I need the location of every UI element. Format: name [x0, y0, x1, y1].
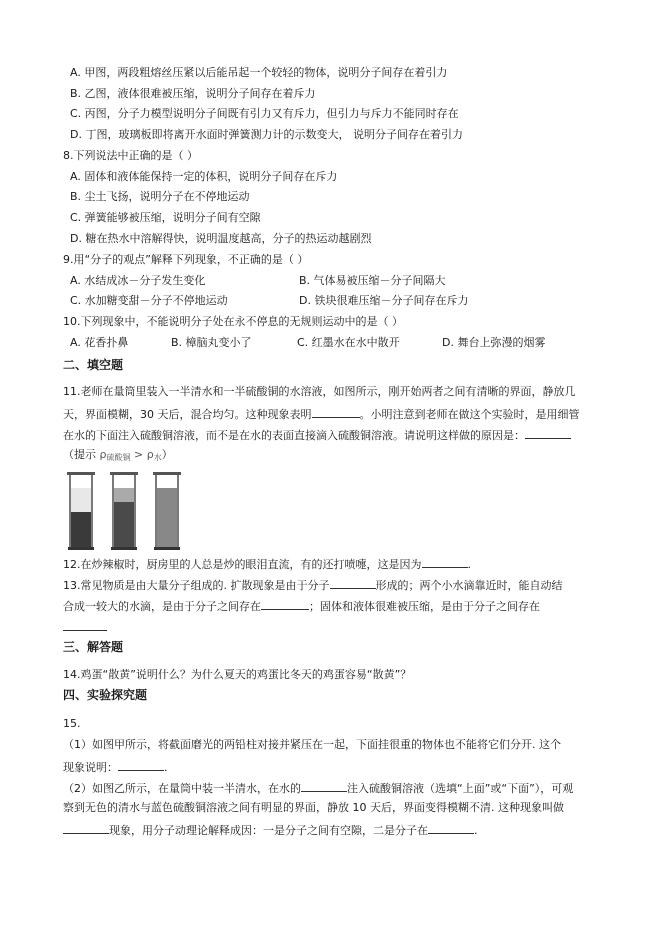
rho-symbol-2: ρ	[146, 448, 154, 461]
q7-option-d: D. 丁图，玻璃板即将离开水面时弹簧测力计的示数变大， 说明分子间存在着引力	[70, 128, 463, 141]
q11-blank-2[interactable]	[525, 427, 571, 439]
cylinder-3	[153, 472, 181, 550]
q13-blank-2[interactable]	[261, 598, 309, 610]
q13-line1-a: 13.常见物质是由大量分子组成的. 扩散现象是由于分子	[63, 579, 330, 592]
q15-part2-line1	[63, 780, 621, 796]
q8-stem: 8.下列说法中正确的是（ ）	[63, 149, 198, 162]
q11-line2-b: 。小明注意到老师在做这个实验时，是用细管	[359, 408, 580, 421]
q11-line2-a: 天，界面模糊，30 天后，混合均匀。这种现象表明	[63, 408, 312, 421]
q15-part2-b: 注入硫酸铜溶液（选填“上面”或“下面”），可观	[347, 782, 574, 795]
q10-stem: 10.下列现象中，不能说明分子处在永不停息的无规则运动中的是（ ）	[63, 315, 403, 328]
q8-option-b: B. 尘土飞扬，说明分子在不停地运动	[70, 190, 250, 203]
q15-number: 15.	[63, 717, 81, 730]
q7-option-c: C. 丙图，分子力模型说明分子间既有引力又有斥力，但引力与斥力不能同时存在	[70, 107, 459, 120]
q15-part1-line1: （1）如图甲所示，将截面磨光的两铅柱对接并紧压在一起，下面挂很重的物体也不能将它们分开. 这个	[63, 738, 561, 751]
q9-option-c: C. 水加糖变甜－分子不停地运动	[70, 294, 228, 307]
q15-blank-1[interactable]	[118, 759, 164, 771]
q9-option-d: D. 铁块很难压缩－分子间存在斥力	[299, 294, 469, 307]
q13-line3	[63, 619, 621, 635]
cylinder-1	[67, 472, 95, 550]
q12-text: 12.在炒辣椒时，厨房里的人总是炒的眼泪直流，有的还打喷嚏，这是因为	[63, 558, 422, 571]
rho-subscript-water: 水	[153, 453, 162, 462]
q9-stem: 9.用“分子的观点”解释下列现象，不正确的是（ ）	[63, 253, 309, 266]
three-cylinders-figure	[65, 468, 185, 552]
q13-blank-1[interactable]	[330, 577, 376, 589]
q13-line2-b: ；固体和液体很难被压缩，是由于分子之间存在	[309, 600, 540, 613]
q8-option-c: C. 弹簧能够被压缩，说明分子间有空隙	[70, 211, 261, 224]
q15-blank-4[interactable]	[428, 822, 474, 834]
q9-option-b: B. 气体易被压缩－分子间隔大	[299, 274, 446, 287]
q15-part1-line2	[63, 759, 621, 775]
q7-option-b: B. 乙图，液体很难被压缩，说明分子间存在着斥力	[70, 87, 316, 100]
q11-blank-1[interactable]	[312, 406, 360, 418]
q11-line3	[63, 427, 621, 443]
q12-line	[63, 556, 621, 572]
cylinder-2	[110, 472, 138, 550]
q13-line2-a: 合成一较大的水滴，是由于分子之间存在	[63, 600, 261, 613]
rho-symbol-1: ρ	[99, 448, 107, 461]
q12-blank[interactable]	[422, 556, 468, 568]
q11-line2	[63, 406, 621, 422]
q15-part1-end: .	[164, 761, 168, 774]
section-heading-fill-in: 二、填空题	[63, 358, 124, 372]
section-heading-answer: 三、解答题	[63, 640, 124, 654]
q15-part2-line2: 察到无色的清水与蓝色硫酸铜溶液之间有明显的界面，静放 10 天后，界面变得模糊不清. 这种现象叫做	[63, 801, 564, 814]
q11-line1: 11.老师在量筒里装入一半清水和一半硫酸铜的水溶液，如图所示，刚开始两者之间有清晰的界面，静放几	[63, 385, 576, 398]
q11-hint	[63, 448, 621, 463]
q11-hint-open: （提示	[63, 448, 96, 461]
rho-subscript-copper-sulfate: 硫酸铜	[106, 453, 131, 462]
q10-option-b: B. 樟脑丸变小了	[171, 336, 252, 349]
q8-option-a: A. 固体和液体能保持一定的体积，说明分子间存在斥力	[70, 170, 338, 183]
q15-part2-a: （2）如图乙所示，在量筒中装一半清水，在水的	[63, 782, 301, 795]
q8-option-d: D. 糖在热水中溶解得快，说明温度越高，分子的热运动越剧烈	[70, 232, 372, 245]
section-heading-experiment: 四、实验探究题	[63, 688, 148, 702]
q13-blank-3[interactable]	[63, 619, 107, 631]
q13-line2	[63, 598, 621, 614]
q11-hint-close: ）	[161, 448, 173, 461]
q9-option-a: A. 水结成冰－分子发生变化	[70, 274, 206, 287]
q15-part2-e: .	[474, 824, 478, 837]
q13-line1	[63, 577, 621, 593]
q11-line3-text: 在水的下面注入硫酸铜溶液，而不是在水的表面直接滴入硫酸铜溶液。请说明这样做的原因是：	[63, 429, 525, 442]
q15-part1-prefix: 现象说明：	[63, 761, 118, 774]
q15-part2-line3	[63, 822, 621, 838]
q10-option-a: A. 花香扑鼻	[70, 336, 129, 349]
q12-end: .	[467, 558, 471, 571]
q10-option-c: C. 红墨水在水中散开	[297, 336, 400, 349]
q14-text: 14.鸡蛋“散黄”说明什么？为什么夏天的鸡蛋比冬天的鸡蛋容易“散黄”？	[63, 668, 412, 681]
q13-line1-b: 形成的；两个小水滴靠近时，能自动结	[375, 579, 563, 592]
q7-option-a: A. 甲图，两段粗熔丝压紧以后能吊起一个较轻的物体，说明分子间存在着引力	[70, 66, 448, 79]
q15-blank-3[interactable]	[63, 822, 109, 834]
q15-blank-2[interactable]	[301, 780, 347, 792]
greater-than-sign: >	[130, 448, 147, 461]
q10-option-d: D. 舞台上弥漫的烟雾	[442, 336, 546, 349]
q15-part2-d: 现象，用分子动理论解释成因：一是分子之间有空隙，二是分子在	[109, 824, 428, 837]
